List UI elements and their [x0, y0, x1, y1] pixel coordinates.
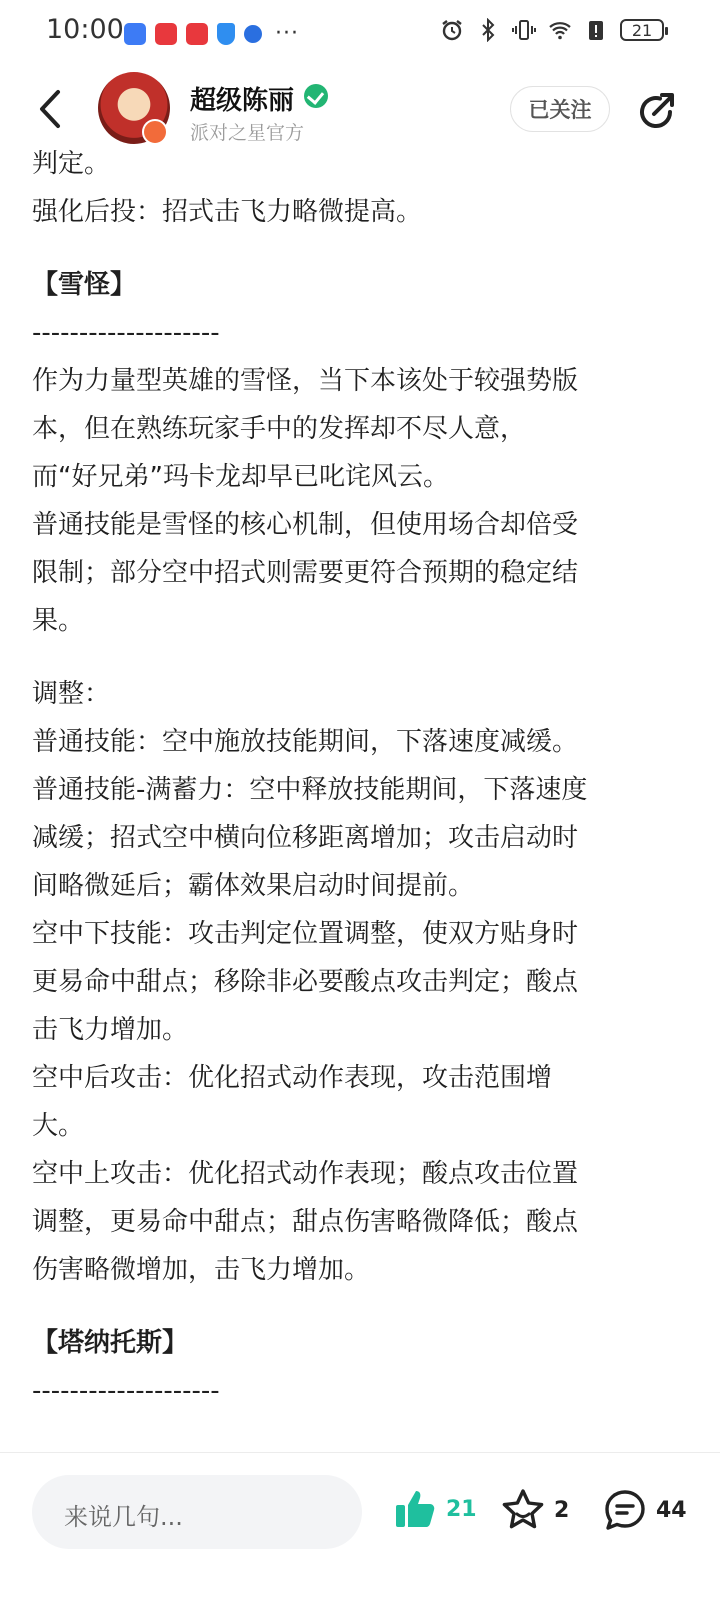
article-line: 作为力量型英雄的雪怪，当下本该处于较强势版	[32, 366, 579, 396]
author-name[interactable]: 超级陈丽	[190, 86, 295, 116]
article-line: 更易命中甜点；移除非必要酸点攻击判定；酸点	[32, 967, 579, 997]
status-bar	[0, 0, 720, 64]
comment-placeholder: 来说几句...	[64, 1503, 183, 1531]
comments-button[interactable]	[602, 1487, 687, 1533]
bottom-action-bar	[0, 1452, 720, 1601]
article-line: 普通技能：空中施放技能期间，下落速度减缓。	[32, 727, 579, 757]
share-icon[interactable]	[634, 90, 678, 134]
favorite-button[interactable]	[500, 1487, 569, 1533]
section-heading: 【雪怪】	[32, 270, 137, 300]
system-icons	[440, 18, 664, 42]
article-line: 空中后攻击：优化招式动作表现，攻击范围增	[32, 1063, 553, 1093]
shield-icon	[217, 23, 235, 45]
article-line: 普通技能是雪怪的核心机制，但使用场合却倍受	[32, 510, 579, 540]
favorite-count: 2	[554, 1497, 570, 1523]
comment-count: 44	[656, 1497, 687, 1523]
article-body	[32, 140, 672, 1450]
paragraph-gap	[32, 236, 672, 261]
star-icon	[500, 1487, 546, 1533]
article-line: 伤害略微增加，击飞力增加。	[32, 1255, 371, 1285]
article-line: 击飞力增加。	[32, 1015, 189, 1045]
app-notification-icon	[155, 23, 177, 45]
divider-line: --------------------	[32, 1376, 220, 1406]
comment-input[interactable]	[32, 1475, 362, 1549]
app-notification-icon	[124, 23, 146, 45]
like-button[interactable]	[394, 1487, 477, 1531]
article-line: 间略微延后；霸体效果启动时间提前。	[32, 871, 475, 901]
status-time: 10:00	[46, 14, 124, 45]
notification-icons	[124, 21, 299, 46]
article-line: 判定。	[32, 149, 111, 179]
back-arrow-icon[interactable]	[36, 88, 66, 130]
more-notifications: ···	[275, 21, 299, 46]
article-line: 普通技能-满蓄力：空中释放技能期间，下落速度	[32, 775, 588, 805]
follow-button[interactable]: 已关注	[510, 86, 610, 132]
vibrate-icon	[512, 18, 536, 42]
warning-icon	[584, 18, 608, 42]
alarm-icon	[440, 18, 464, 42]
thumbs-up-icon	[394, 1487, 438, 1531]
article-line: 空中上攻击：优化招式动作表现；酸点攻击位置	[32, 1159, 579, 1189]
article-line: 调整：	[32, 679, 111, 709]
bluetooth-icon	[476, 18, 500, 42]
article-line: 强化后投：招式击飞力略微提高。	[32, 197, 423, 227]
article-line: 调整，更易命中甜点；甜点伤害略微降低；酸点	[32, 1207, 579, 1237]
article-line: 空中下技能：攻击判定位置调整，使双方贴身时	[32, 919, 579, 949]
app-notification-icon	[186, 23, 208, 45]
paragraph-gap	[32, 645, 672, 670]
paragraph-gap	[32, 1294, 672, 1319]
section-heading: 【塔纳托斯】	[32, 1328, 189, 1358]
article-line: 果。	[32, 606, 85, 636]
like-count: 21	[446, 1496, 477, 1522]
divider-line: --------------------	[32, 318, 220, 348]
comment-bubble-icon	[602, 1487, 648, 1533]
article-line: 减缓；招式空中横向位移距离增加；攻击启动时	[32, 823, 579, 853]
verified-icon	[304, 84, 328, 108]
wifi-icon	[548, 18, 572, 42]
app-notification-icon	[244, 25, 262, 43]
article-line: 而“好兄弟”玛卡龙却早已叱诧风云。	[32, 462, 449, 492]
battery-icon: 21	[620, 19, 664, 41]
article-line: 限制；部分空中招式则需要更符合预期的稳定结	[32, 558, 579, 588]
author-subtitle: 派对之星官方	[190, 122, 305, 144]
article-line: 大。	[32, 1111, 85, 1141]
article-line: 本，但在熟练玩家手中的发挥却不尽人意，	[32, 414, 527, 444]
